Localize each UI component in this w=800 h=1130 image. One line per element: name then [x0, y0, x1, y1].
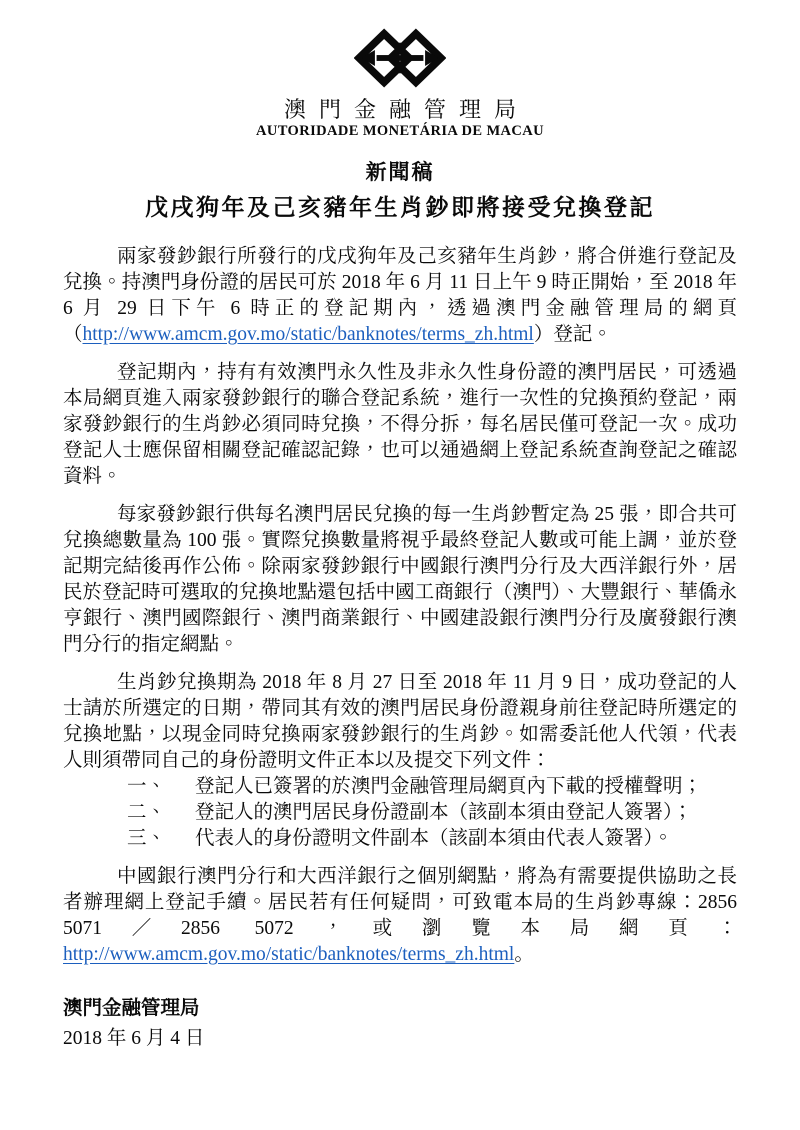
paragraph-joint-registration-system: 登記期內，持有有效澳門永久性及非永久性身份證的澳門居民，可透過本局網頁進入兩家發鈔銀行的聯合登記系統，進行一次性的兌換預約登記，兩家發鈔銀行的生肖鈔必須同時兌換，不得分拆，每名居民僅可登記一次。成功登記人士應保留相關登記確認記錄，也可以通過網上登記系統查詢登記之確認資料。: [63, 362, 737, 487]
list-item-number: 二、: [127, 802, 167, 823]
list-item-number: 三、: [127, 828, 167, 849]
paragraph-exchange-period: 生肖鈔兌換期為 2018 年 8 月 27 日至 2018 年 11 月 9 日，成功登記的人士請於所選定的日期，帶同其有效的澳門居民身份證親身前往登記時所選定的兌換地點，以現金同時兌換兩家發鈔銀行的生肖鈔。如需委託他人代領，代表人則須帶同自己的身份證明文件正本以及提交下列文件：: [63, 672, 737, 771]
website-url-link[interactable]: http://www.amcm.gov.mo/static/banknotes/terms_zh.html: [63, 944, 515, 965]
press-release-kicker: 新聞稿: [365, 160, 435, 184]
paragraph-5-text: 中國銀行澳門分行和大西洋銀行之個別網點，將為有需要提供協助之長者辦理網上登記手續。居民若有任何疑問，可致電本局的生肖鈔專線：2856 5071／2856 5072，或瀏覽本局網頁：: [63, 866, 737, 939]
list-item-text: 代表人的身份證明文件副本（該副本須由代表人簽署）。: [195, 828, 673, 849]
registration-url-link[interactable]: http://www.amcm.gov.mo/static/banknotes/terms_zh.html: [82, 324, 534, 345]
list-item: [63, 826, 737, 852]
signature-org-name: 澳門金融管理局: [63, 998, 200, 1019]
amcm-logo-icon: [63, 24, 737, 92]
paragraph-1-tail: ）登記。: [533, 324, 612, 345]
list-item: [63, 800, 737, 826]
paragraph-5-tail: 。: [514, 944, 534, 965]
document-title: 戊戌狗年及己亥豬年生肖鈔即將接受兌換登記: [145, 195, 655, 220]
list-item: [63, 774, 737, 800]
signature-block: [63, 994, 737, 1054]
required-documents-list: [63, 774, 737, 852]
org-name-portuguese: AUTORIDADE MONETÁRIA DE MACAU: [255, 123, 545, 139]
list-item-text: 登記人的澳門居民身份證副本（該副本須由登記人簽署）；: [195, 802, 693, 823]
paragraph-hotline-and-website: [63, 864, 737, 968]
org-name-chinese: 澳門金融管理局: [283, 97, 529, 122]
list-item-text: 登記人已簽署的於澳門金融管理局網頁內下載的授權聲明；: [195, 776, 703, 797]
letterhead: [63, 24, 737, 140]
paragraph-1-text: 兩家發鈔銀行所發行的戊戌狗年及己亥豬年生肖鈔，將合併進行登記及兌換。持澳門身份證的居民可於 2018 年 6 月 11 日上午 9 時正開始，至 2018 年 6 月 29 日下午 6 時正的登記期內，透過澳門金融管理局的網頁（: [63, 246, 737, 345]
paragraph-quota-and-locations: 每家發鈔銀行供每名澳門居民兌換的每一生肖鈔暫定為 25 張，即合共可兌換總數量為 100 張。實際兌換數量將視乎最終登記人數或可能上調，並於登記期完結後再作公佈。除兩家發鈔銀行中國銀行澳門分行及大西洋銀行外，居民於登記時可選取的兌換地點還包括中國工商銀行（澳門）、大豐銀行、華僑永亨銀行、澳門國際銀行、澳門商業銀行、中國建設銀行澳門分行及廣發銀行澳門分行的指定網點。: [63, 504, 737, 655]
paragraph-registration-period: [63, 244, 737, 348]
signature-date: 2018 年 6 月 4 日: [63, 1028, 205, 1049]
list-item-number: 一、: [127, 776, 167, 797]
